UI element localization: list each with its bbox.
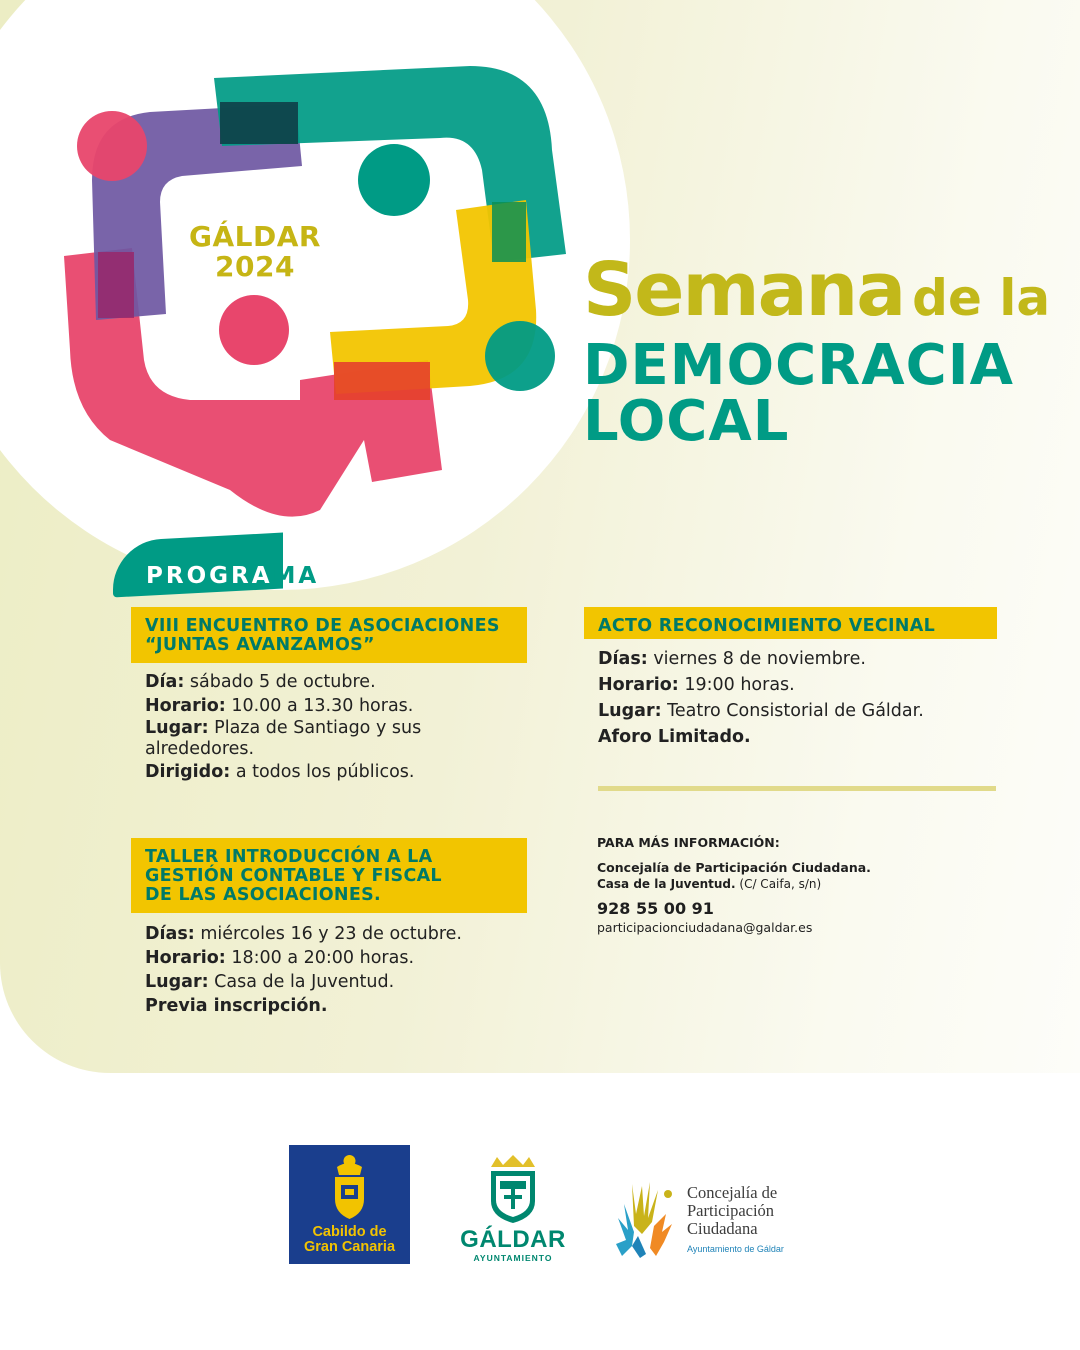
event3-details: Días: viernes 8 de noviembre. Horario: 19:00 horas. Lugar: Teatro Consistorial de Gáldar. Aforo Limitado.: [598, 649, 924, 747]
galdar-logo: [460, 1153, 566, 1263]
logo-overlap-green: [492, 202, 526, 262]
logo-dot-teal-right: [485, 321, 555, 391]
event2-details: Días: miércoles 16 y 23 de octubre. Horario: 18:00 a 20:00 horas. Lugar: Casa de la Juventud. Previa inscripción.: [145, 924, 462, 1016]
divider: [598, 786, 996, 791]
contact-heading: PARA MÁS INFORMACIÓN:: [597, 835, 780, 850]
logo-text: [180, 222, 330, 282]
programa-heading: PROGRAMA: [146, 563, 320, 589]
event2-title-box: [131, 838, 527, 913]
event1-title-box: [131, 607, 527, 663]
galdar-sub: AYUNTAMIENTO: [473, 1253, 553, 1263]
event2-title-line2: GESTIÓN CONTABLE Y FISCAL: [145, 866, 442, 886]
event2-title-line3: DE LAS ASOCIACIONES.: [145, 885, 381, 905]
title-line-2: DEMOCRACIA: [583, 333, 1014, 398]
logo-overlap-dark: [220, 102, 298, 144]
galdar-name: GÁLDAR: [460, 1226, 566, 1253]
contact-org: Concejalía de Participación Ciudadana.: [597, 860, 871, 875]
cabildo-logo: [289, 1145, 410, 1264]
contact-info: [597, 835, 871, 936]
coat-of-arms-icon: [289, 1145, 410, 1225]
concejalia-sub: Ayuntamiento de Gáldar: [687, 1244, 784, 1254]
logo-dot-pink-top: [77, 111, 147, 181]
title-semana: Semana: [583, 247, 905, 333]
logo-overlap-red: [334, 362, 430, 400]
event1-details: Día: sábado 5 de octubre. Horario: 10.00 a 13.30 horas. Lugar: Plaza de Santiago y sus alrededores. Dirigido: a todos los públicos.: [145, 672, 422, 782]
event-title: [583, 247, 1051, 454]
logo-dot-pink-center: [219, 295, 289, 365]
contact-address: Casa de la Juventud. (C/ Caifa, s/n): [597, 877, 822, 891]
logo-overlap-magenta: [98, 252, 134, 318]
concejalia-text: Concejalía de Participación Ciudadana: [687, 1183, 778, 1238]
contact-phone[interactable]: 928 55 00 91: [597, 899, 714, 918]
concejalia-logo: [612, 1174, 812, 1264]
hands-icon: [612, 1174, 684, 1264]
event1-title-line2: “JUNTAS AVANZAMOS”: [145, 635, 375, 655]
event2-title-line1: TALLER INTRODUCCIÓN A LA: [145, 847, 433, 867]
contact-email[interactable]: participacionciudadana@galdar.es: [597, 920, 813, 935]
logo-dot-teal: [358, 144, 430, 216]
event3-title-box: [584, 607, 997, 639]
title-de-la: de la: [912, 269, 1051, 327]
event3-title: ACTO RECONOCIMIENTO VECINAL: [598, 616, 936, 636]
title-line-3: LOCAL: [583, 389, 790, 454]
event1-title-line1: VIII ENCUENTRO DE ASOCIACIONES: [145, 616, 500, 636]
logo-year: 2024: [215, 250, 295, 283]
galdar-shield-icon: [460, 1153, 566, 1225]
title-line-1: [583, 247, 1051, 338]
cabildo-text: Cabildo de Gran Canaria: [303, 1224, 396, 1255]
logo-city: GÁLDAR: [189, 220, 321, 253]
